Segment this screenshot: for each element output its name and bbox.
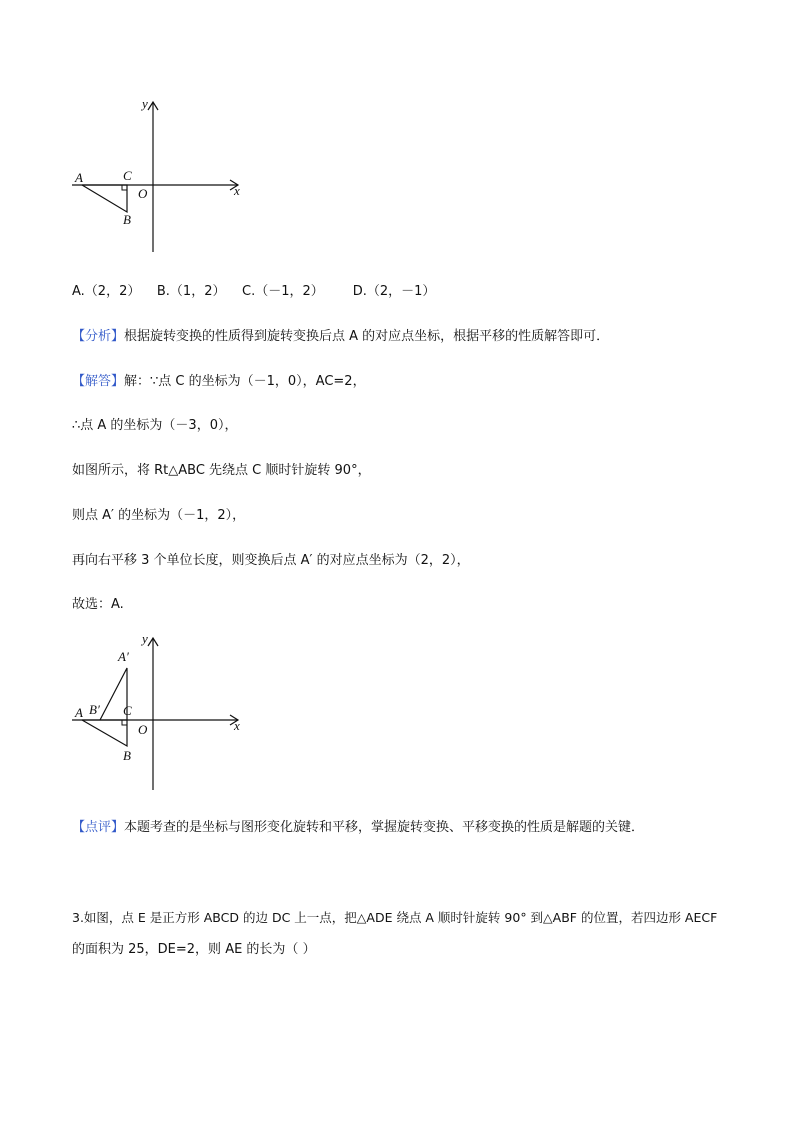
answer-options <box>72 282 435 302</box>
triangle-abc <box>82 185 127 212</box>
figure-1-coordinate-diagram <box>60 90 260 260</box>
question-3-line-2: 的面积为 25，DE=2，则 AE 的长为（ ） <box>72 942 316 957</box>
right-angle-mark <box>122 185 127 190</box>
option-d: D.（2，－1） <box>352 284 436 299</box>
label-x: x <box>234 183 240 198</box>
analysis-text: 根据旋转变换的性质得到旋转变换后点 A 的对应点坐标，根据平移的性质解答即可． <box>124 329 610 344</box>
comment-text: 本题考查的是坐标与图形变化旋转和平移，掌握旋转变换、平移变换的性质是解题的关键． <box>124 820 645 835</box>
label-y: y <box>142 631 148 646</box>
solution-line-1 <box>72 372 366 392</box>
label-a: A <box>75 705 83 720</box>
question-3-line-1: 3.如图，点 E 是正方形 ABCD 的边 DC 上一点，把△ADE 绕点 A 顺时针旋转 90° 到△ABF 的位置，若四边形 AECF <box>72 910 718 925</box>
analysis-tag: 【分析】 <box>72 329 125 344</box>
figure-2-rotation-diagram <box>60 628 260 798</box>
solution-tag: 【解答】 <box>72 374 125 389</box>
analysis-line <box>72 327 609 347</box>
label-b: B <box>123 748 131 763</box>
comment-line <box>72 818 644 838</box>
option-c: C.（－1，2） <box>242 284 324 299</box>
label-a: A <box>75 170 83 185</box>
triangle-abc <box>82 720 127 746</box>
option-b: B.（1，2） <box>156 284 226 299</box>
comment-tag: 【点评】 <box>72 820 125 835</box>
label-c: C <box>123 168 132 183</box>
solution-text-1: 解：∵点 C 的坐标为（－1，0），AC=2， <box>124 374 366 389</box>
solution-line-6: 故选：A. <box>72 597 124 612</box>
label-b: B <box>123 212 131 227</box>
label-x: x <box>234 718 240 733</box>
label-o: O <box>138 722 148 737</box>
right-angle-mark <box>122 720 127 725</box>
solution-line-5: 再向右平移 3 个单位长度，则变换后点 A′ 的对应点坐标为（2，2）， <box>72 553 470 568</box>
label-o: O <box>138 186 148 201</box>
label-b-prime: B′ <box>89 702 100 717</box>
label-y: y <box>142 96 148 111</box>
option-a: A.（2，2） <box>72 284 141 299</box>
solution-line-3: 如图所示，将 Rt△ABC 先绕点 C 顺时针旋转 90°， <box>72 463 371 478</box>
label-c: C <box>123 703 132 718</box>
solution-line-4: 则点 A′ 的坐标为（－1，2）， <box>72 508 246 523</box>
solution-line-2: ∴点 A 的坐标为（－3，0）， <box>72 418 238 433</box>
label-a-prime: A′ <box>118 649 129 664</box>
